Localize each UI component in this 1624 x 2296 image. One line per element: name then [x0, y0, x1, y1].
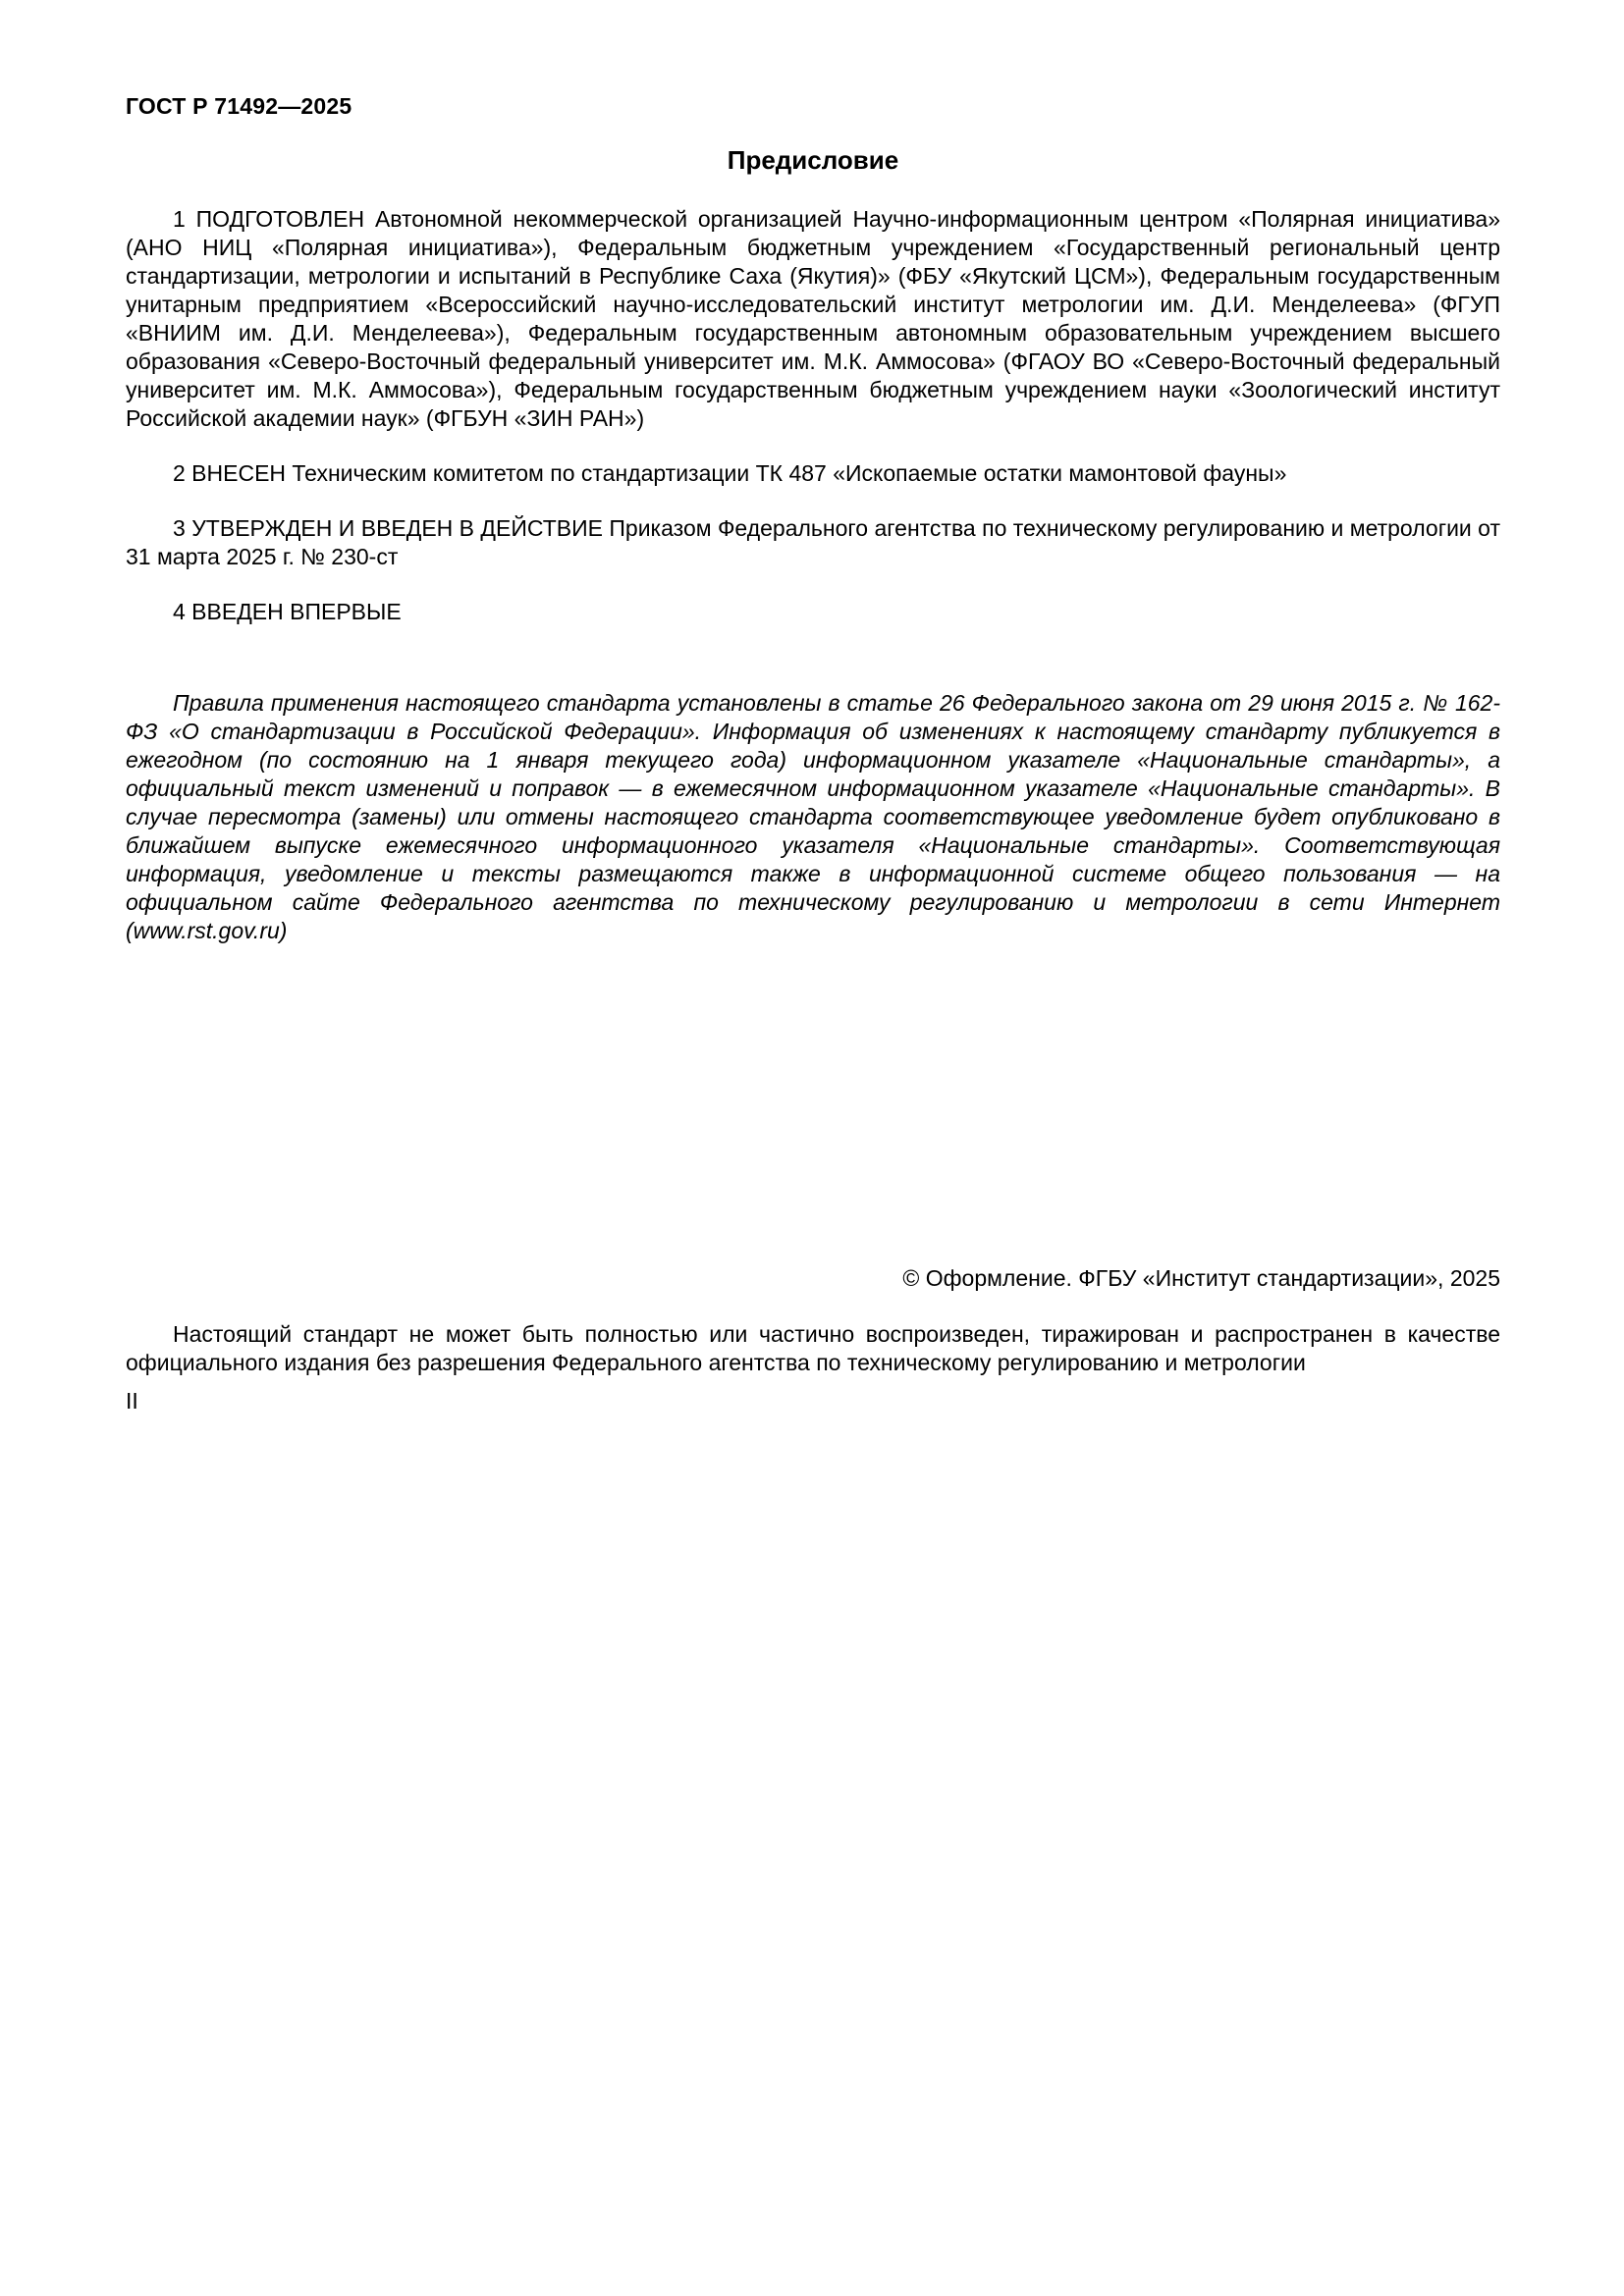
document-code: ГОСТ Р 71492—2025 — [126, 93, 352, 119]
page-footer — [126, 1264, 1500, 1415]
foreword-section — [126, 205, 1500, 626]
foreword-item-1: 1 ПОДГОТОВЛЕН Автономной некоммерческой организацией Научно-информационным центром «Полярная инициатива» (АНО НИЦ «Полярная инициатива»), Федеральным бюджетным учреждением «Государственный региональный центр стандартизации, метрологии и испытаний в Республике Саха (Якутия)» (ФБУ «Якутский ЦСМ»), Федеральным государственным унитарным предприятием «Всероссийский научно-исследовательский институт метрологии им. Д.И. Менделеева» (ФГУП «ВНИИМ им. Д.И. Менделеева»), Федеральным государственным автономным образовательным учреждением высшего образования «Северо-Восточный федеральный университет им. М.К. Аммосова» (ФГАОУ ВО «Северо-Восточный федеральный университет им. М.К. Аммосова»), Федеральным государственным бюджетным учреждением науки «Зоологический институт Российской академии наук» (ФГБУН «ЗИН РАН») — [126, 206, 1500, 431]
legal-note-section — [126, 689, 1500, 945]
page-title: Предисловие — [727, 145, 899, 175]
foreword-item-2: 2 ВНЕСЕН Техническим комитетом по стандартизации ТК 487 «Ископаемые остатки мамонтовой фауны» — [173, 460, 1287, 486]
page-number: II — [126, 1388, 138, 1414]
foreword-item-4: 4 ВВЕДЕН ВПЕРВЫЕ — [173, 599, 402, 624]
legal-note-text: Правила применения настоящего стандарта установлены в статье 26 Федерального закона от 29 июня 2015 г. № 162-ФЗ «О стандартизации в Российской Федерации». Информация об изменениях к настоящему стандарту публикуется в ежегодном (по состоянию на 1 января текущего года) информационном указателе «Национальные стандарты», а официальный текст изменений и поправок — в ежемесячном информационном указателе «Национальные стандарты». В случае пересмотра (замены) или отмены настоящего стандарта соответствующее уведомление будет опубликовано в ближайшем выпуске ежемесячного информационного указателя «Национальные стандарты». Соответствующая информация, уведомление и тексты размещаются также в информационной системе общего пользования — на официальном сайте Федерального агентства по техническому регулированию и метрологии в сети Интернет (www.rst.gov.ru) — [126, 690, 1500, 943]
reproduction-note: Настоящий стандарт не может быть полностью или частично воспроизведен, тиражирован и распространен в качестве официального издания без разрешения Федерального агентства по техническому регулированию и метрологии — [126, 1321, 1500, 1375]
copyright-line: © Оформление. ФГБУ «Институт стандартизации», 2025 — [902, 1265, 1500, 1291]
page-content — [126, 0, 1500, 945]
foreword-item-3: 3 УТВЕРЖДЕН И ВВЕДЕН В ДЕЙСТВИЕ Приказом Федерального агентства по техническому регулированию и метрологии от 31 марта 2025 г. № 230-ст — [126, 515, 1500, 569]
